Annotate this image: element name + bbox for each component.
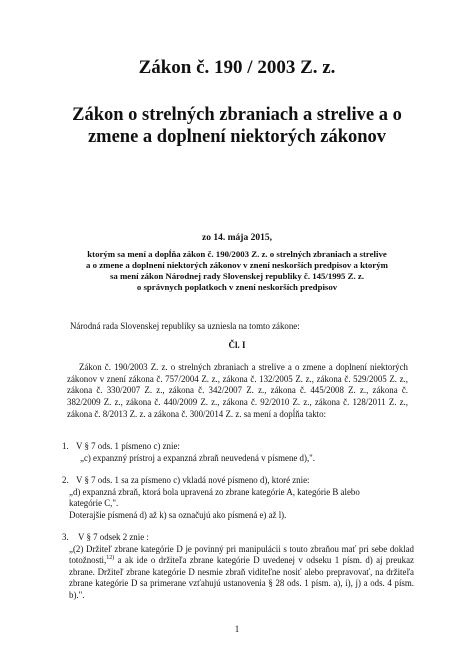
- item-number: 1.: [62, 441, 69, 451]
- article-paragraph: Zákon č. 190/2003 Z. z. o strelných zbraniach a strelive a o zmene a doplnení niektorých zákonov v znení zákona č. 757/2004 Z. z., zákona č. 132/2005 Z. z., zákona č. 529/2005 Z. z., zákona č. 330/2007 Z. z., zákona č. 342/2007 Z. z., zákona č. 445/2008 Z. z., zákona č. 382/2009 Z. z., zákona č. 440/2009 Z. z., zákona č. 92/2010 Z. z., zákona č. 128/2011 Z. z., zákona č. 8/2013 Z. z. a zákona č. 300/2014 Z. z. sa mení a dopĺňa takto:: [67, 362, 408, 419]
- item-line: kategórie C,".: [69, 498, 119, 509]
- item-line: „c) expanzný prístroj a expanzná zbraň neuvedená v písmene d),".: [80, 453, 316, 463]
- item-lead: V § 7 ods. 1 sa za písmeno c) vkladá nové písmeno d), ktoré znie:: [76, 475, 310, 485]
- amendment-date: zo 14. mája 2015,: [202, 233, 272, 243]
- amendment-description: [60, 249, 414, 293]
- item-line: Doterajšie písmená d) až k) sa označujú ako písmená e) až l).: [69, 509, 287, 520]
- item-body: [69, 544, 414, 601]
- law-subtitle-line: Zákon o strelných zbraniach a strelive a o: [72, 105, 402, 125]
- footnote-ref: 12): [106, 555, 115, 562]
- law-title: Zákon č. 190 / 2003 Z. z.: [138, 57, 336, 78]
- description-line: sa mení zákon Národnej rady Slovenskej republiky č. 145/1995 Z. z.: [109, 271, 365, 281]
- item-line: „d) expanzná zbraň, ktorá bola upravená zo zbrane kategórie A, kategórie B alebo: [69, 487, 360, 497]
- item-text: „(2) Držiteľ zbrane kategórie D je povinný pri manipulácii s touto zbraňou mať pri sebe doklad totožnosti,: [69, 544, 414, 566]
- item-text: a ak ide o držiteľa zbrane kategórie D uvedenej v odseku 1 písm. d) aj preukaz zbrane. Držiteľ zbrane kategórie D nesmie zbraň viditeľne nosiť alebo prepravovať, na držiteľa zbrane kategórie D sa primerane vzťahujú ustanovenia § 28 ods. 1 písm. a), i), j) a ods. 4 písm. b).".: [69, 555, 414, 600]
- item-body: [69, 487, 414, 521]
- law-subtitle: [0, 104, 474, 148]
- law-subtitle-line: zmene a doplnení niektorých zákonov: [87, 127, 387, 147]
- description-line: ktorým sa mení a dopĺňa zákon č. 190/2003 Z. z. o strelných zbraniach a strelive: [87, 249, 387, 259]
- page-number: 1: [234, 624, 240, 634]
- intro-sentence: Národná rada Slovenskej republiky sa uzniesla na tomto zákone:: [70, 321, 300, 331]
- item-lead: V § 7 ods. 1 písmeno c) znie:: [76, 441, 180, 451]
- item-number: 2.: [62, 475, 69, 485]
- item-lead: V § 7 odsek 2 znie :: [78, 532, 149, 542]
- description-line: o správnych poplatkoch v znení neskorších predpisov: [136, 282, 338, 292]
- description-line: a o zmene a doplnení niektorých zákonov v znení neskorších predpisov a ktorým: [86, 260, 388, 270]
- item-number: 3.: [62, 532, 69, 542]
- article-heading: Čl. I: [228, 340, 246, 350]
